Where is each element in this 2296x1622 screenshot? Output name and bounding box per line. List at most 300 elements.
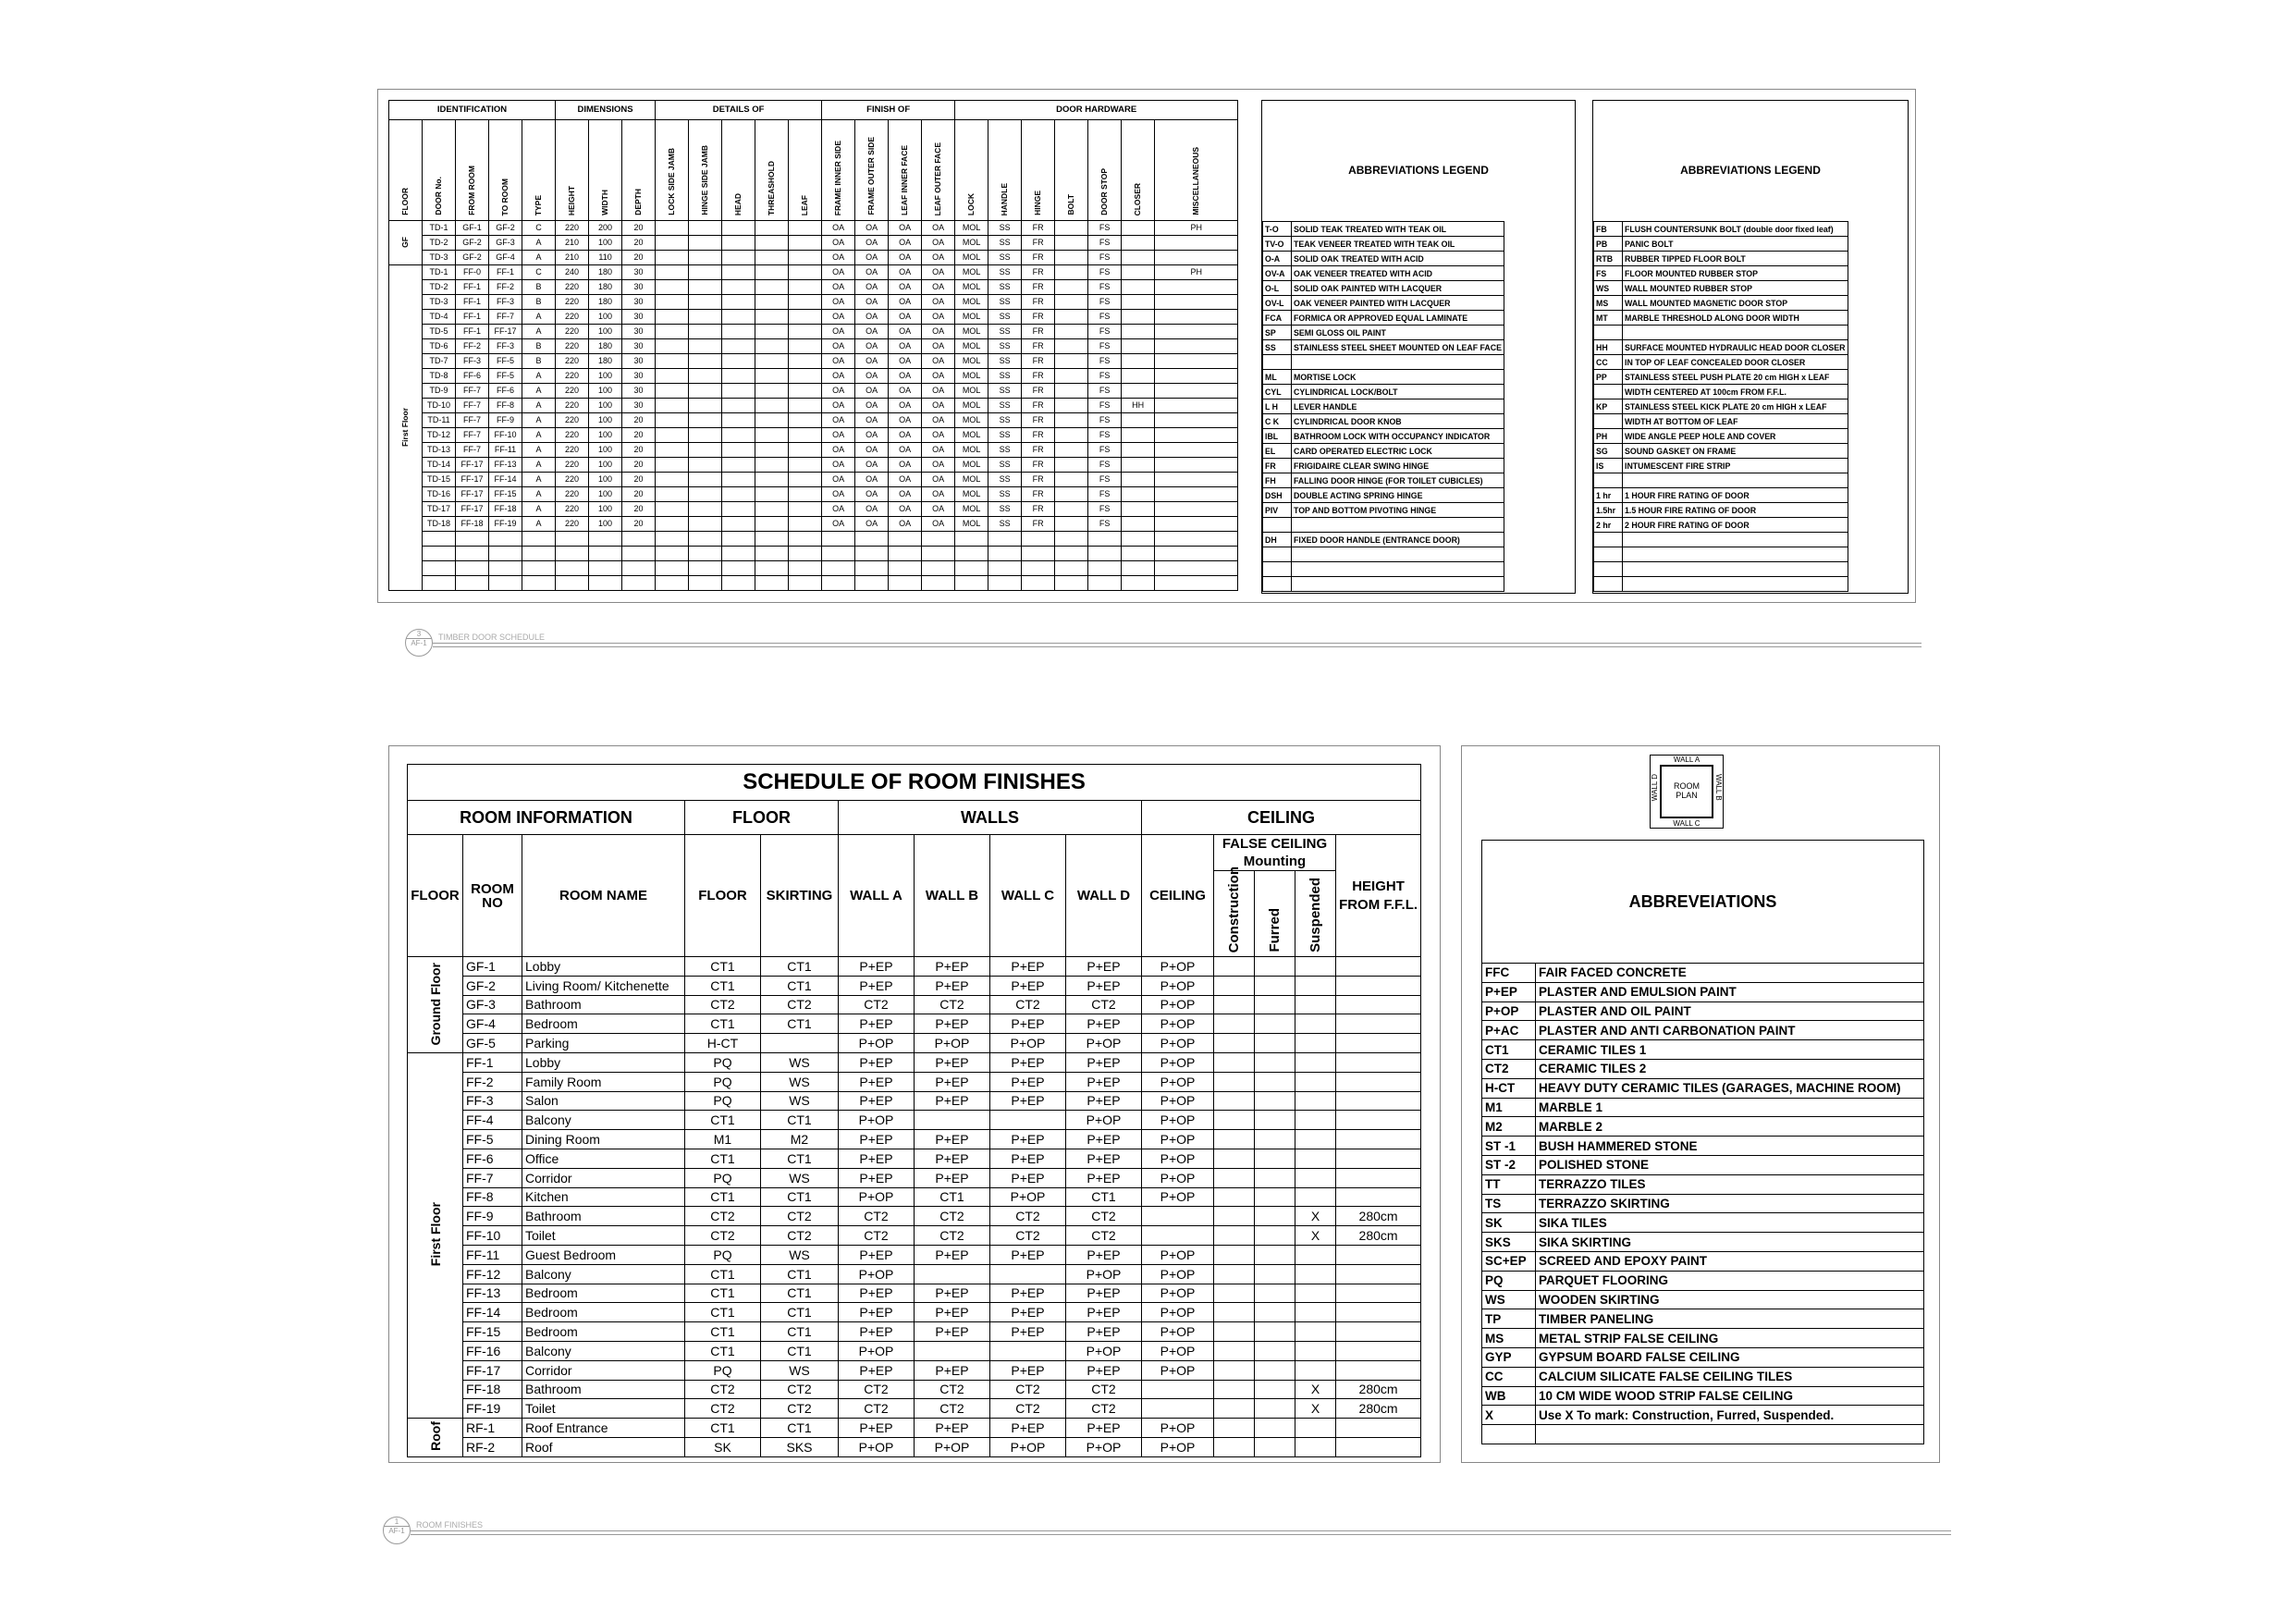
room-cell bbox=[1255, 1072, 1295, 1091]
room-cell: CT1 bbox=[685, 1303, 761, 1322]
door-cell: A bbox=[522, 473, 556, 487]
room-cell: P+OP bbox=[1142, 1303, 1214, 1322]
door-cell bbox=[722, 532, 755, 547]
door-cell: 100 bbox=[589, 502, 622, 517]
door-cell bbox=[1022, 532, 1055, 547]
door-cell: FS bbox=[1088, 325, 1122, 339]
legend-description: FIXED DOOR HANDLE (ENTRANCE DOOR) bbox=[1292, 533, 1504, 547]
room-cell bbox=[1255, 976, 1295, 995]
door-cell: OA bbox=[855, 236, 889, 251]
room-cell: CT2 bbox=[915, 1226, 990, 1246]
door-cell: MOL bbox=[955, 251, 988, 265]
room-cell bbox=[1255, 1437, 1295, 1456]
door-cell: TD-16 bbox=[423, 487, 456, 502]
room-cell: CT2 bbox=[761, 1380, 839, 1399]
room-cell: CT2 bbox=[685, 1226, 761, 1246]
floor-label-roof: Roof bbox=[427, 1421, 443, 1452]
door-cell: SS bbox=[988, 265, 1022, 280]
door-cell: OA bbox=[855, 473, 889, 487]
door-cell: FF-18 bbox=[489, 502, 522, 517]
door-col-label: FRAME OUTER SIDE bbox=[866, 137, 877, 215]
door-cell: OA bbox=[822, 295, 855, 310]
door-row bbox=[389, 221, 1238, 236]
room-cell: CT2 bbox=[685, 1207, 761, 1226]
door-cell: OA bbox=[889, 399, 922, 413]
legend-description bbox=[1623, 473, 1848, 488]
door-cell: 220 bbox=[556, 487, 589, 502]
door-cell bbox=[656, 458, 689, 473]
door-cell: OA bbox=[922, 487, 955, 502]
abbreviation-description: SIKA SKIRTING bbox=[1536, 1233, 1924, 1252]
room-cell bbox=[1255, 1014, 1295, 1034]
legend-description: WIDE ANGLE PEEP HOLE AND COVER bbox=[1623, 429, 1848, 444]
legend-code: C K bbox=[1263, 414, 1292, 429]
door-cell: FR bbox=[1022, 487, 1055, 502]
room-cell: CT2 bbox=[990, 1226, 1066, 1246]
room-cell: P+EP bbox=[915, 1284, 990, 1303]
door-cell bbox=[722, 473, 755, 487]
door-cell: FF-3 bbox=[489, 339, 522, 354]
room-row bbox=[408, 1264, 1421, 1284]
door-cell bbox=[1122, 369, 1155, 384]
room-cell: P+OP bbox=[1142, 1072, 1214, 1091]
room-row bbox=[408, 1187, 1421, 1207]
door-row bbox=[389, 399, 1238, 413]
door-cell: OA bbox=[889, 280, 922, 295]
col-false-ceiling bbox=[1214, 835, 1336, 957]
room-cell bbox=[1295, 1419, 1336, 1438]
door-cell bbox=[1022, 576, 1055, 591]
door-cell: FF-2 bbox=[456, 339, 489, 354]
door-col-label: HEIGHT bbox=[567, 185, 577, 215]
room-cell: CT1 bbox=[761, 1341, 839, 1360]
door-cell: OA bbox=[889, 251, 922, 265]
room-cell: P+EP bbox=[1066, 1322, 1142, 1342]
door-cell bbox=[789, 532, 822, 547]
door-cell: 30 bbox=[622, 339, 656, 354]
room-cell: P+OP bbox=[1142, 1034, 1214, 1053]
door-cell: B bbox=[522, 354, 556, 369]
room-cell: CT2 bbox=[915, 1399, 990, 1419]
abbreviation-description: BUSH HAMMERED STONE bbox=[1536, 1137, 1924, 1156]
abbreviation-description: PLASTER AND ANTI CARBONATION PAINT bbox=[1536, 1021, 1924, 1040]
room-cell: FF-11 bbox=[463, 1245, 522, 1264]
door-cell bbox=[423, 547, 456, 561]
room-cell: P+OP bbox=[1142, 1360, 1214, 1380]
door-cell: FR bbox=[1022, 399, 1055, 413]
room-cell: P+EP bbox=[1066, 1014, 1142, 1034]
door-cell: FF-5 bbox=[489, 354, 522, 369]
legend-description bbox=[1292, 577, 1504, 592]
door-cell bbox=[1155, 369, 1238, 384]
door-cell: FF-1 bbox=[456, 325, 489, 339]
door-cell: FS bbox=[1088, 443, 1122, 458]
door-cell bbox=[755, 280, 789, 295]
room-cell: P+EP bbox=[915, 1322, 990, 1342]
legend-description: BATHROOM LOCK WITH OCCUPANCY INDICATOR bbox=[1292, 429, 1504, 444]
abbreviation-row bbox=[1482, 1194, 1924, 1213]
door-cell bbox=[689, 517, 722, 532]
door-cell bbox=[1122, 221, 1155, 236]
door-cell: 20 bbox=[622, 487, 656, 502]
room-cell: CT1 bbox=[761, 1187, 839, 1207]
room-cell: PQ bbox=[685, 1360, 761, 1380]
door-cell: OA bbox=[855, 399, 889, 413]
door-cell: FS bbox=[1088, 236, 1122, 251]
door-col-header bbox=[456, 120, 489, 221]
room-cell bbox=[1295, 1168, 1336, 1187]
door-cell bbox=[722, 443, 755, 458]
room-row bbox=[408, 1245, 1421, 1264]
legend-code: ML bbox=[1263, 370, 1292, 385]
room-cell: FF-4 bbox=[463, 1111, 522, 1130]
door-cell bbox=[1155, 399, 1238, 413]
door-cell bbox=[656, 517, 689, 532]
door-cell bbox=[1155, 576, 1238, 591]
legend-row bbox=[1263, 562, 1504, 577]
door-cell bbox=[1122, 576, 1155, 591]
door-col-header bbox=[423, 120, 456, 221]
door-cell bbox=[689, 399, 722, 413]
door-cell: SS bbox=[988, 325, 1022, 339]
room-cell: P+OP bbox=[1142, 1111, 1214, 1130]
room-cell bbox=[1255, 1322, 1295, 1342]
door-cell: SS bbox=[988, 221, 1022, 236]
abbreviation-row bbox=[1482, 982, 1924, 1001]
door-cell: OA bbox=[822, 502, 855, 517]
door-cell bbox=[755, 310, 789, 325]
abbreviation-row bbox=[1482, 1309, 1924, 1329]
door-cell bbox=[722, 339, 755, 354]
room-cell: P+EP bbox=[990, 1130, 1066, 1149]
room-cell bbox=[1214, 1245, 1255, 1264]
door-cell bbox=[789, 502, 822, 517]
door-cell: FS bbox=[1088, 428, 1122, 443]
door-cell: OA bbox=[889, 517, 922, 532]
door-cell: GF-2 bbox=[456, 236, 489, 251]
room-cell bbox=[1255, 1207, 1295, 1226]
door-cell bbox=[789, 265, 822, 280]
room-cell: CT1 bbox=[1066, 1187, 1142, 1207]
door-cell: FR bbox=[1022, 517, 1055, 532]
door-cell bbox=[1155, 532, 1238, 547]
room-cell: P+EP bbox=[839, 1091, 915, 1111]
door-cell: OA bbox=[889, 487, 922, 502]
door-cell: 220 bbox=[556, 502, 589, 517]
door-cell: MOL bbox=[955, 339, 988, 354]
legend-description: WIDTH AT BOTTOM OF LEAF bbox=[1623, 414, 1848, 429]
door-cell: FF-7 bbox=[456, 384, 489, 399]
door-cell: OA bbox=[922, 473, 955, 487]
door-cell: TD-14 bbox=[423, 458, 456, 473]
room-cell bbox=[1214, 1322, 1255, 1342]
door-cell bbox=[423, 532, 456, 547]
legend-description: SOLID OAK PAINTED WITH LACQUER bbox=[1292, 281, 1504, 296]
door-cell bbox=[1122, 339, 1155, 354]
col-wall-a: WALL A bbox=[839, 835, 915, 957]
door-cell: OA bbox=[889, 384, 922, 399]
view-number-circle-2: 1 AF-1 bbox=[383, 1517, 411, 1544]
room-row bbox=[408, 1091, 1421, 1111]
legend-code: O-A bbox=[1263, 252, 1292, 266]
door-cell bbox=[1155, 561, 1238, 576]
door-cell: MOL bbox=[955, 384, 988, 399]
door-cell: FS bbox=[1088, 280, 1122, 295]
door-row bbox=[389, 517, 1238, 532]
door-col-label: THREASHOLD bbox=[767, 160, 777, 215]
room-cell bbox=[1336, 1322, 1421, 1342]
door-cell bbox=[889, 576, 922, 591]
room-cell bbox=[1255, 1034, 1295, 1053]
room-cell bbox=[1336, 1014, 1421, 1034]
room-row bbox=[408, 976, 1421, 995]
door-cell: 220 bbox=[556, 458, 589, 473]
door-cell: FS bbox=[1088, 251, 1122, 265]
abbreviation-row bbox=[1482, 1059, 1924, 1078]
room-cell: P+OP bbox=[1142, 1245, 1214, 1264]
room-cell: P+EP bbox=[839, 1245, 915, 1264]
legend-description: FLUSH COUNTERSUNK BOLT (double door fixed leaf) bbox=[1623, 222, 1848, 237]
door-cell: TD-18 bbox=[423, 517, 456, 532]
door-cell bbox=[656, 576, 689, 591]
door-cell: FF-17 bbox=[456, 458, 489, 473]
door-cell: A bbox=[522, 487, 556, 502]
legend-code: PIV bbox=[1263, 503, 1292, 518]
door-cell bbox=[1122, 354, 1155, 369]
door-col-label: FROM ROOM bbox=[467, 166, 477, 215]
abbreviation-description: MARBLE 1 bbox=[1536, 1098, 1924, 1117]
room-cell: FF-16 bbox=[463, 1341, 522, 1360]
room-cell: P+OP bbox=[1142, 1149, 1214, 1168]
door-cell: OA bbox=[855, 413, 889, 428]
abbreviation-description bbox=[1536, 1425, 1924, 1444]
door-cell bbox=[522, 547, 556, 561]
door-cell: 30 bbox=[622, 399, 656, 413]
legend-description: LEVER HANDLE bbox=[1292, 399, 1504, 414]
door-cell: OA bbox=[889, 339, 922, 354]
door-cell bbox=[1055, 339, 1088, 354]
door-cell bbox=[955, 547, 988, 561]
room-cell: FF-5 bbox=[463, 1130, 522, 1149]
legend-code bbox=[1263, 547, 1292, 562]
door-cell: 220 bbox=[556, 517, 589, 532]
door-cell: OA bbox=[889, 236, 922, 251]
door-cell bbox=[556, 532, 589, 547]
door-cell: 240 bbox=[556, 265, 589, 280]
legend-row bbox=[1594, 562, 1848, 577]
door-cell bbox=[1088, 547, 1122, 561]
room-cell: CT2 bbox=[685, 1380, 761, 1399]
door-cell bbox=[955, 561, 988, 576]
door-cell bbox=[722, 517, 755, 532]
door-cell: FS bbox=[1088, 384, 1122, 399]
room-row bbox=[408, 957, 1421, 977]
room-cell bbox=[1336, 1245, 1421, 1264]
door-cell: OA bbox=[822, 487, 855, 502]
abbreviation-row bbox=[1482, 1021, 1924, 1040]
door-cell: FR bbox=[1022, 310, 1055, 325]
room-cell bbox=[1295, 1072, 1336, 1091]
room-cell: P+OP bbox=[1142, 1052, 1214, 1072]
door-cell: 100 bbox=[589, 399, 622, 413]
room-cell bbox=[1255, 1168, 1295, 1187]
door-cell: OA bbox=[855, 280, 889, 295]
room-cell: CT2 bbox=[761, 1226, 839, 1246]
legend-code: OV-L bbox=[1263, 296, 1292, 311]
legend-code: FH bbox=[1263, 473, 1292, 488]
room-cell: P+EP bbox=[1066, 1091, 1142, 1111]
abbreviation-row bbox=[1482, 1098, 1924, 1117]
room-row bbox=[408, 1341, 1421, 1360]
door-cell: SS bbox=[988, 458, 1022, 473]
room-cell: Roof bbox=[522, 1437, 685, 1456]
door-cell: OA bbox=[922, 310, 955, 325]
door-cell: FF-17 bbox=[489, 325, 522, 339]
door-cell: FF-3 bbox=[456, 354, 489, 369]
view-title-door-schedule: TIMBER DOOR SCHEDULE bbox=[438, 633, 546, 642]
room-cell: P+OP bbox=[839, 1111, 915, 1130]
room-row bbox=[408, 1034, 1421, 1053]
room-cell: Toilet bbox=[522, 1399, 685, 1419]
door-cell bbox=[1055, 280, 1088, 295]
door-cell bbox=[656, 413, 689, 428]
door-cell: FF-1 bbox=[456, 280, 489, 295]
door-cell: MOL bbox=[955, 399, 988, 413]
room-cell: Lobby bbox=[522, 1052, 685, 1072]
legend-code: 1.5hr bbox=[1594, 503, 1623, 518]
abbreviation-row bbox=[1482, 1233, 1924, 1252]
room-cell: P+OP bbox=[915, 1034, 990, 1053]
room-cell: P+OP bbox=[1142, 1168, 1214, 1187]
legend-description: 1 HOUR FIRE RATING OF DOOR bbox=[1623, 488, 1848, 503]
door-col-label: FRAME INNER SIDE bbox=[833, 140, 843, 215]
room-row bbox=[408, 1130, 1421, 1149]
door-cell: FF-2 bbox=[489, 280, 522, 295]
legend-code bbox=[1263, 562, 1292, 577]
door-cell: B bbox=[522, 295, 556, 310]
door-cell bbox=[988, 532, 1022, 547]
legend-row bbox=[1594, 266, 1848, 281]
door-cell: OA bbox=[922, 236, 955, 251]
room-cell bbox=[1295, 1091, 1336, 1111]
door-col-label: HEAD bbox=[733, 192, 743, 215]
room-cell bbox=[1255, 1360, 1295, 1380]
floor-ground-cell bbox=[408, 957, 463, 1053]
room-cell: 280cm bbox=[1336, 1226, 1421, 1246]
door-cell bbox=[489, 561, 522, 576]
door-cell: TD-1 bbox=[423, 221, 456, 236]
room-cell: CT1 bbox=[685, 1341, 761, 1360]
abbreviation-row bbox=[1482, 1155, 1924, 1174]
room-cell bbox=[1336, 1111, 1421, 1130]
door-cell bbox=[1155, 428, 1238, 443]
room-cell: CT1 bbox=[685, 1264, 761, 1284]
door-cell: 30 bbox=[622, 384, 656, 399]
door-cell: 220 bbox=[556, 295, 589, 310]
abbreviation-code: WB bbox=[1482, 1386, 1536, 1406]
abbreviation-description: MARBLE 2 bbox=[1536, 1117, 1924, 1137]
door-cell: B bbox=[522, 339, 556, 354]
room-cell: FF-19 bbox=[463, 1399, 522, 1419]
room-cell: CT1 bbox=[761, 976, 839, 995]
room-cell: CT1 bbox=[685, 957, 761, 977]
door-cell: TD-1 bbox=[423, 265, 456, 280]
room-cell bbox=[1295, 1437, 1336, 1456]
room-cell bbox=[1214, 1149, 1255, 1168]
door-cell: 100 bbox=[589, 236, 622, 251]
door-col-label: DEPTH bbox=[633, 189, 644, 215]
legend-row bbox=[1263, 355, 1504, 370]
door-cell bbox=[755, 265, 789, 280]
room-cell: P+EP bbox=[915, 1091, 990, 1111]
door-cell: OA bbox=[822, 384, 855, 399]
room-cell: CT2 bbox=[839, 1226, 915, 1246]
abbreviation-row bbox=[1482, 1040, 1924, 1060]
abbreviations-body bbox=[1482, 964, 1924, 1444]
door-cell bbox=[789, 339, 822, 354]
door-cell: 220 bbox=[556, 428, 589, 443]
legend-description: CYLINDRICAL DOOR KNOB bbox=[1292, 414, 1504, 429]
door-cell bbox=[1122, 310, 1155, 325]
door-cell: MOL bbox=[955, 295, 988, 310]
legend-code: L H bbox=[1263, 399, 1292, 414]
room-cell bbox=[1295, 1130, 1336, 1149]
abbreviation-description: SCREED AND EPOXY PAINT bbox=[1536, 1251, 1924, 1271]
legend-description bbox=[1623, 326, 1848, 340]
legend-description: FLOOR MOUNTED RUBBER STOP bbox=[1623, 266, 1848, 281]
door-cell: FF-0 bbox=[456, 265, 489, 280]
door-cell bbox=[1155, 413, 1238, 428]
door-cell: MOL bbox=[955, 502, 988, 517]
door-cell: FF-8 bbox=[489, 399, 522, 413]
room-cell: WS bbox=[761, 1168, 839, 1187]
legend-row bbox=[1263, 222, 1504, 237]
room-cell bbox=[1214, 1111, 1255, 1130]
abbreviation-row bbox=[1482, 1347, 1924, 1367]
abbreviation-code: P+AC bbox=[1482, 1021, 1536, 1040]
door-cell: OA bbox=[922, 280, 955, 295]
door-cell: OA bbox=[922, 458, 955, 473]
col-floor-finish: FLOOR bbox=[685, 835, 761, 957]
room-cell bbox=[1255, 1264, 1295, 1284]
door-cell bbox=[789, 295, 822, 310]
door-cell bbox=[522, 532, 556, 547]
door-cell: MOL bbox=[955, 428, 988, 443]
room-plan-wall-b: WALL B bbox=[1714, 774, 1723, 801]
door-cell: FF-9 bbox=[489, 413, 522, 428]
door-cell bbox=[988, 576, 1022, 591]
room-cell: P+OP bbox=[1142, 1437, 1214, 1456]
door-cell: 100 bbox=[589, 487, 622, 502]
door-cell: FS bbox=[1088, 221, 1122, 236]
door-col-header bbox=[988, 120, 1022, 221]
door-cell bbox=[855, 532, 889, 547]
col-wall-d: WALL D bbox=[1066, 835, 1142, 957]
door-cell: 220 bbox=[556, 325, 589, 339]
door-cell bbox=[789, 310, 822, 325]
door-cell: FR bbox=[1022, 339, 1055, 354]
door-cell: SS bbox=[988, 502, 1022, 517]
room-cell: 280cm bbox=[1336, 1207, 1421, 1226]
room-cell bbox=[1255, 1091, 1295, 1111]
door-cell bbox=[755, 547, 789, 561]
legend-code: PH bbox=[1594, 429, 1623, 444]
door-cell: OA bbox=[922, 221, 955, 236]
door-cell: 30 bbox=[622, 265, 656, 280]
door-cell: A bbox=[522, 399, 556, 413]
door-cell bbox=[755, 325, 789, 339]
legend-row bbox=[1594, 281, 1848, 296]
